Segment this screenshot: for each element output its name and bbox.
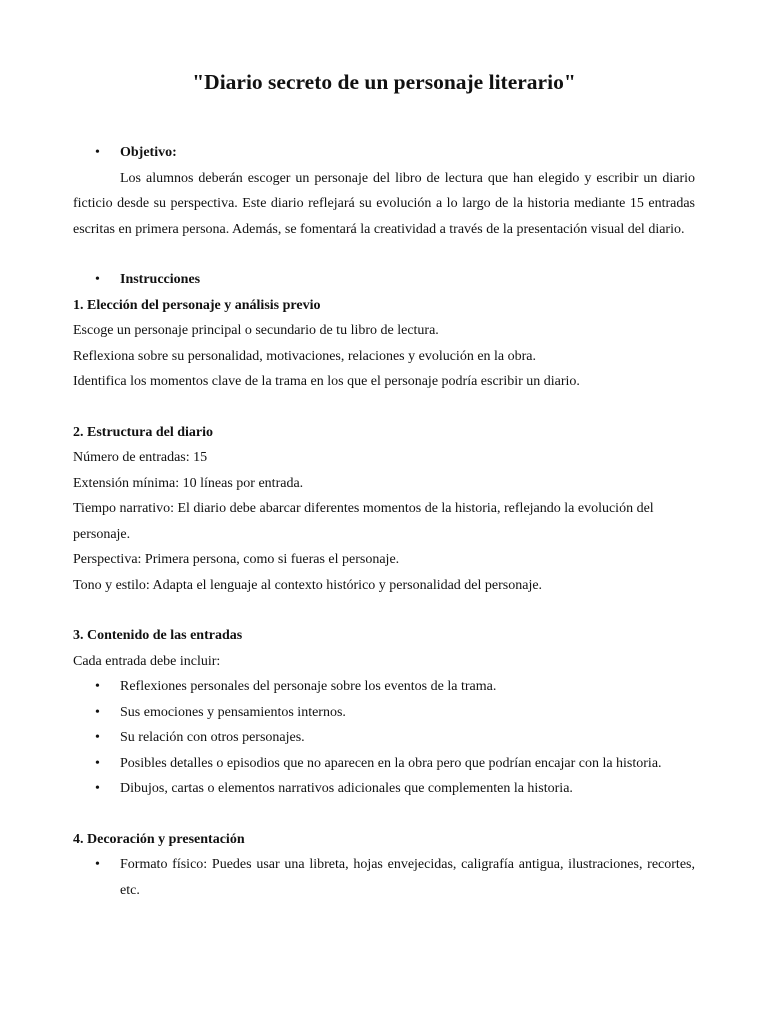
section-2-line: Tiempo narrativo: El diario debe abarcar diferentes momentos de la historia, reflejando la evolución del personaje. <box>73 501 654 542</box>
list-item: • Dibujos, cartas o elementos narrativos adicionales que complementen la historia. <box>73 776 695 802</box>
section-4-list <box>73 852 695 903</box>
list-item: • Su relación con otros personajes. <box>73 725 695 751</box>
section-2-line: Extensión mínima: 10 líneas por entrada. <box>73 475 304 491</box>
spacer <box>73 802 695 827</box>
section-1-line: Escoge un personaje principal o secundario de tu libro de lectura. <box>73 323 439 338</box>
spacer <box>73 395 695 420</box>
section-2-title: 2. Estructura del diario <box>73 424 213 440</box>
objective-heading: • Objetivo: <box>73 140 695 166</box>
section-2-line: Perspectiva: Primera persona, como si fueras el personaje. <box>73 552 400 567</box>
section-3-title: 3. Contenido de las entradas <box>73 628 243 643</box>
list-item: • Formato físico: Puedes usar una libreta, hojas envejecidas, caligrafía antigua, ilustraciones, recortes, etc. <box>73 852 695 903</box>
document-title: "Diario secreto de un personaje literario" <box>192 70 576 94</box>
section-1-line: Reflexiona sobre su personalidad, motivaciones, relaciones y evolución en la obra. <box>73 348 537 364</box>
objective-text: Los alumnos deberán escoger un personaje del libro de lectura que han elegido y escribir un diario ficticio desde su perspectiva. Este diario reflejará su evolución a lo largo de la historia mediante 15 entradas escritas en primera persona. Además, se fomentará la creatividad a través de la presentación visual del diario. <box>73 170 695 237</box>
spacer <box>73 598 695 623</box>
instructions-heading: • Instrucciones <box>73 267 695 293</box>
section-1-title: 1. Elección del personaje y análisis previo <box>73 297 321 313</box>
document-body <box>73 140 695 903</box>
section-3-list <box>73 674 695 802</box>
section-2-line: Número de entradas: 15 <box>73 450 208 465</box>
section-2-line: Tono y estilo: Adapta el lenguaje al contexto histórico y personalidad del personaje. <box>73 577 543 593</box>
section-3-intro: Cada entrada debe incluir: <box>73 653 221 669</box>
section-4-title: 4. Decoración y presentación <box>73 831 245 847</box>
list-item: • Posibles detalles o episodios que no aparecen en la obra pero que podrían encajar con la historia. <box>73 751 695 777</box>
list-item: • Reflexiones personales del personaje sobre los eventos de la trama. <box>73 674 695 700</box>
section-1-line: Identifica los momentos clave de la trama en los que el personaje podría escribir un diario. <box>73 374 580 389</box>
spacer <box>73 242 695 267</box>
list-item: • Sus emociones y pensamientos internos. <box>73 700 695 726</box>
